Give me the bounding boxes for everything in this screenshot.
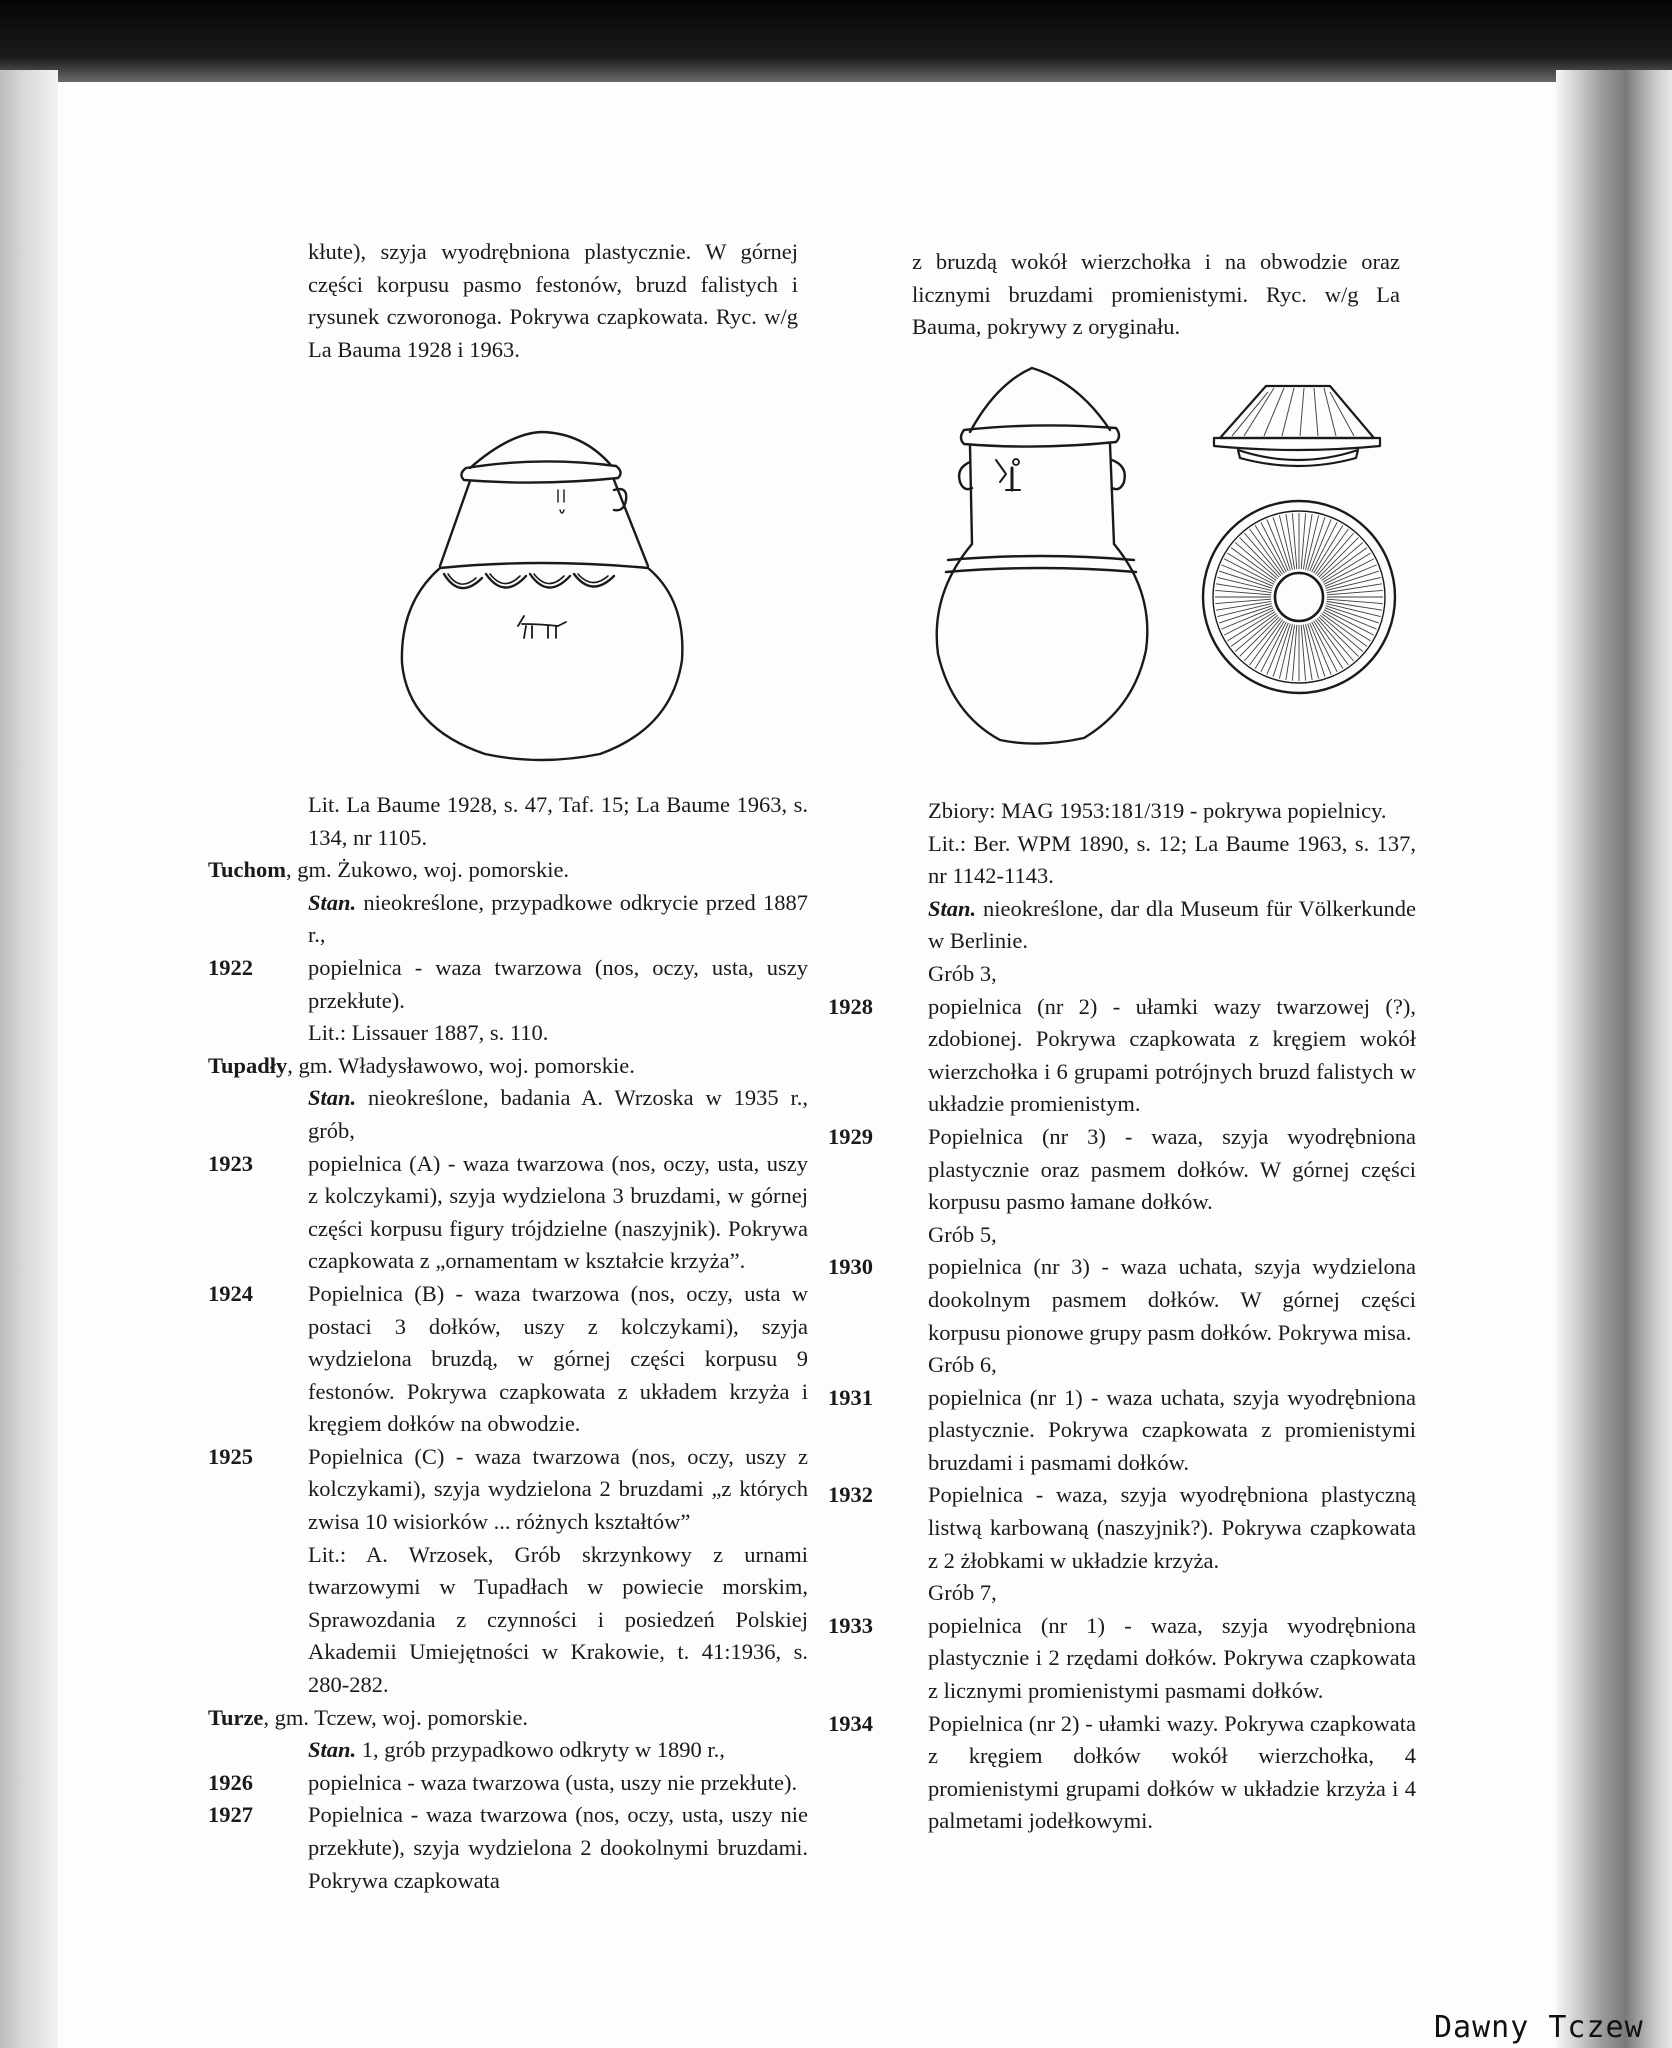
site-location: , gm. Władysławowo, woj. pomorskie. (287, 1052, 635, 1078)
scan-left-border (0, 70, 58, 2048)
entry-number: 1924 (208, 1280, 253, 1306)
reference-line: Grób 7, (928, 1580, 997, 1606)
entry-number: 1933 (828, 1612, 873, 1638)
entry-text: Popielnica (B) - waza twarzowa (nos, oczy, usta w postaci 3 dołków, uszy z kolczykami), szyja wydzielona bruzdą, w górnej części korpusu 9 festonów. Pokrywa czapkowata z układem krzyża i kręgiem dołków na obwodzie. (308, 1280, 808, 1437)
entry-number: 1922 (208, 954, 253, 980)
status-label: Stan. (928, 895, 977, 921)
entry-number: 1929 (828, 1123, 873, 1149)
catalogue-entry (828, 1382, 1416, 1480)
reference-line: Lit.: Lissauer 1887, s. 110. (308, 1020, 549, 1046)
reference-line: Grób 6, (928, 1352, 997, 1378)
entry-text: Popielnica (C) - waza twarzowa (nos, oczy, uszy z kolczykami), szyja wydzielona 2 bruzdami „z których zwisa 10 wisiorków ... różnych kształtów” (308, 1443, 808, 1535)
catalogue-entry (828, 1708, 1416, 1838)
site-status (208, 1734, 808, 1767)
entry-text: Popielnica - waza, szyja wyodrębniona plastyczną listwą karbowaną (naszyjnik?). Pokrywa czapkowata z 2 żłobkami w układzie krzyża. (928, 1482, 1416, 1573)
catalogue-entry (828, 1610, 1416, 1708)
lid-side-view (1204, 380, 1390, 470)
site-name: Tuchom (208, 857, 286, 883)
entry-text: popielnica (nr 3) - waza uchata, szyja wydzielona dookolnym pasmem dołków. W górnej części korpusu pionowe grupy pasm dołków. Pokrywa misa. (928, 1254, 1416, 1345)
urn-drawing-left (390, 428, 696, 764)
watermark-text: Dawny Tczew (1434, 2010, 1644, 2045)
site-heading (208, 854, 808, 887)
entry-text: popielnica (nr 1) - waza, szyja wyodrębniona plastycznie i 2 rzędami dołków. Pokrywa czapkowata z licznymi promienistymi pasmami dołków. (928, 1612, 1416, 1704)
catalogue-entry (208, 1441, 808, 1539)
site-name: Tupadły (208, 1052, 288, 1078)
site-location: , gm. Żukowo, woj. pomorskie. (285, 857, 570, 883)
site-heading (208, 1050, 808, 1083)
status-label: Stan. (308, 1737, 357, 1763)
reference-line: Grób 3, (928, 960, 997, 986)
site-status (208, 1082, 808, 1147)
catalogue-entry (208, 1799, 808, 1897)
catalogue-entry (208, 1148, 808, 1278)
entry-text: Popielnica (nr 3) - waza, szyja wyodrębniona plastycznie oraz pasmem dołków. W górnej części korpusu pasmo łamane dołków. (928, 1123, 1416, 1215)
scan-top-border (0, 0, 1672, 82)
urn-drawing-right (908, 364, 1198, 750)
entry-number: 1926 (208, 1769, 253, 1795)
entry-number: 1923 (208, 1150, 253, 1176)
entry-number: 1932 (828, 1482, 873, 1508)
entry-text: Popielnica - waza twarzowa (nos, oczy, usta, uszy nie przekłute), szyja wydzielona 2 dookolnymi bruzdami. Pokrywa czapkowata (308, 1802, 808, 1893)
catalogue-entry (828, 991, 1416, 1121)
right-column (828, 795, 1416, 1838)
catalogue-entry (208, 952, 808, 1017)
site-location: , gm. Tczew, woj. pomorskie. (263, 1704, 529, 1730)
entry-text: Popielnica (nr 2) - ułamki wazy. Pokrywa czapkowata z kręgiem dołków wokół wierzchołka, 4 promienistymi grupami dołków w układzie krzyża i 4 palmetami jodełkowymi. (928, 1710, 1416, 1834)
site-name: Turze (208, 1704, 264, 1730)
reference-line: Lit. La Baume 1928, s. 47, Taf. 15; La Baume 1963, s. 134, nr 1105. (308, 792, 808, 850)
left-column (208, 789, 808, 1897)
entry-text: popielnica (A) - waza twarzowa (nos, oczy, usta, uszy z kolczykami), szyja wydzielona 3 bruzdami, w górnej części korpusu figury trójdzielne (naszyjnik). Pokrywa czapkowata z „ornamentam w kształcie krzyża”. (308, 1150, 808, 1274)
status-label: Stan. (308, 889, 357, 915)
status-text: nieokreślone, dar dla Museum für Völkerkunde w Berlinie. (928, 895, 1416, 954)
catalogue-entry (828, 1479, 1416, 1577)
reference-line: Zbiory: MAG 1953:181/319 - pokrywa popielnicy. (928, 798, 1387, 823)
entry-number: 1927 (208, 1802, 253, 1828)
entry-text: popielnica (nr 2) - ułamki wazy twarzowej (?), zdobionej. Pokrywa czapkowata z kręgiem wokół wierzchołka i 6 grupami potrójnych bruzd falistych w układzie promienistym. (928, 993, 1416, 1117)
reference-line: Grób 5, (928, 1221, 997, 1247)
entry-text: popielnica - waza twarzowa (usta, uszy nie przekłute). (308, 1769, 798, 1795)
entry-number: 1931 (828, 1384, 873, 1410)
scan-right-gutter (1556, 70, 1672, 2048)
lid-top-view (1198, 496, 1400, 698)
catalogue-entry (828, 1251, 1416, 1349)
status-text: nieokreślone, przypadkowe odkrycie przed 1887 r., (308, 889, 808, 948)
reference-line: Lit.: A. Wrzosek, Grób skrzynkowy z urnami twarzowymi w Tupadłach w powiecie morskim, Sprawozdania z czynności i posiedzeń Polskiej Akademii Umiejętności w Krakowie, t. 41:1936, s. 280-282. (308, 1541, 808, 1698)
status-text: 1, grób przypadkowo odkryty w 1890 r., (356, 1737, 725, 1763)
site-status (208, 887, 808, 952)
status-text: nieokreślone, badania A. Wrzoska w 1935 r., grób, (308, 1085, 808, 1143)
right-top-paragraph: z bruzdą wokół wierzchołka i na obwodzie oraz licznymi bruzdami promienistymi. Ryc. w/g La Bauma, pokrywy z oryginału. (912, 249, 1400, 340)
entry-number: 1928 (828, 993, 873, 1019)
entry-text: popielnica - waza twarzowa (nos, oczy, usta, uszy przekłute). (308, 954, 808, 1013)
catalogue-entry (208, 1278, 808, 1441)
reference-line: Lit.: Ber. WPM 1890, s. 12; La Baume 1963, s. 137, nr 1142-1143. (928, 830, 1416, 889)
entry-number: 1925 (208, 1443, 253, 1469)
status-label: Stan. (308, 1085, 357, 1111)
entry-text: popielnica (nr 1) - waza uchata, szyja wyodrębniona plastycznie. Pokrywa czapkowata z promienistymi bruzdami i pasmami dołków. (928, 1384, 1416, 1475)
site-heading (208, 1702, 808, 1735)
catalogue-entry (208, 1767, 808, 1800)
catalogue-entry (828, 1121, 1416, 1219)
site-status (828, 893, 1416, 958)
entry-number: 1934 (828, 1710, 873, 1736)
left-top-paragraph: kłute), szyja wyodrębniona plastycznie. W górnej części korpusu pasmo festonów, bruzd falistych i rysunek czworonoga. Pokrywa czapkowata. Ryc. w/g La Bauma 1928 i 1963. (308, 239, 798, 362)
entry-number: 1930 (828, 1254, 873, 1280)
